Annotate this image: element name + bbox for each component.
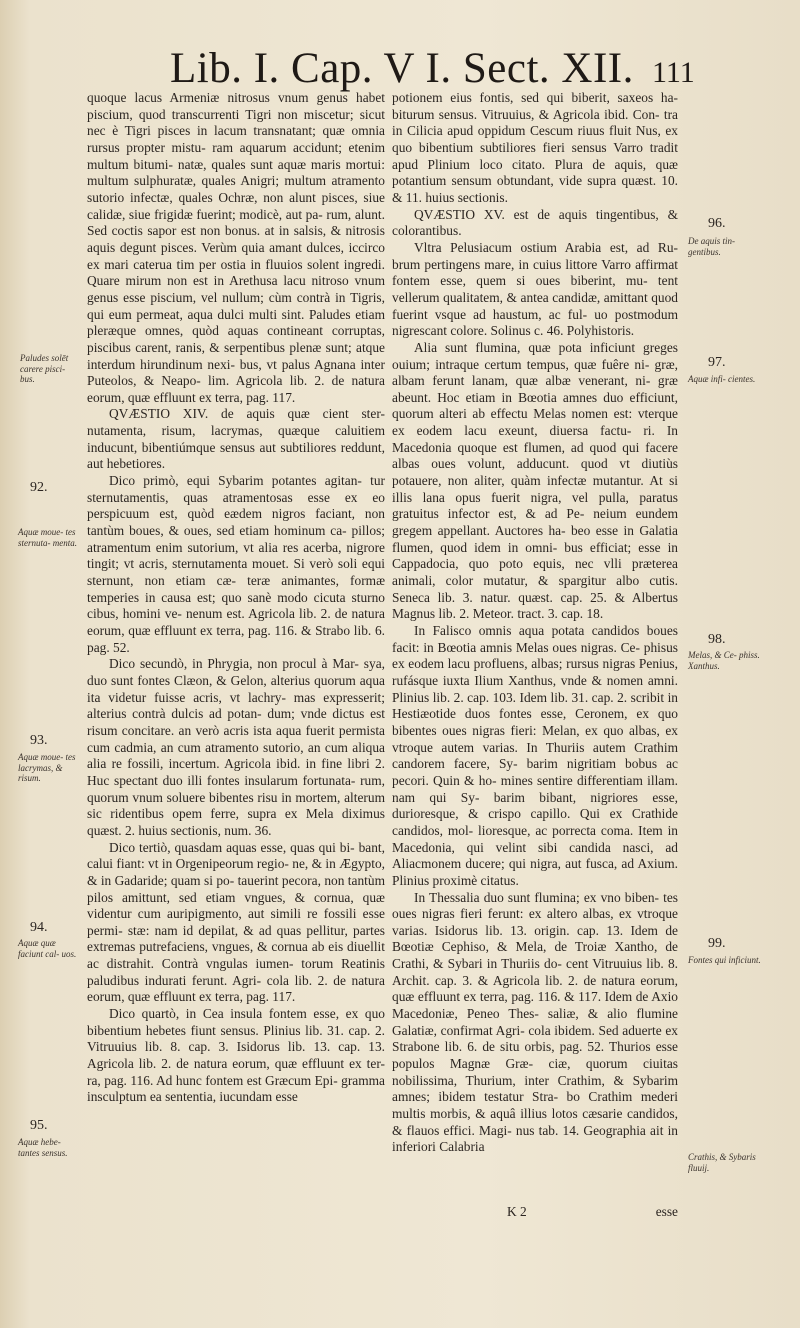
margin-note-98: Melas, & Ce- phiss. Xanthus. <box>688 650 760 671</box>
margin-note-96: De aquis tin- gentibus. <box>688 236 735 257</box>
margin-number-92: 92. <box>30 480 48 495</box>
margin-number-96: 96. <box>708 216 726 231</box>
margin-note-93: Aquæ moue- tes lacrymas, & risum. <box>18 752 76 783</box>
margin-number-98: 98. <box>708 632 726 647</box>
header-title: Lib. I. Cap. V I. Sect. XII. <box>170 45 634 92</box>
margin-note-92: Aquæ moue- tes sternuta- menta. <box>18 527 77 548</box>
right-text-column <box>392 90 678 1156</box>
left-paragraph: quoque lacus Armeniæ nitrosus vnum genus habet piscium, quod transcurrenti Tigri non miscetur; sicut nec è Tigri pisces in lacum transnatant; quæ omnia rursus propter mistu- ram aquarum accidunt; etenim multum bitumi- natæ, quales sunt aquæ maris mortui: multum sulphuratæ, quales Anigri; multum atramento sutorio infectæ, quales Ochræ, non alunt pisces, siue calidæ, siue frigidæ fuerint; modicè, aut pa- rum, alunt. Sed coctis sapor est non bonus. at in salsis, & nitrosis aquis degunt pisces. Verùm quia amant dulces, iccirco ex mari caterua tim per ostia in fluuios solent ingredi. Quare mirum non est in Arethusa lacu nitroso vnum genus esse piscium, vel nullum; cùm contrà in Tigris, qui eum permeat, aqua dulci multi sint. Paludes etiam pleræque omnes, quòd aquas contineant corruptas, piscibus carent, ranis, & serpentibus plenæ sunt; atque interdum hirundinum nexi- bus, vt palus Agnana inter Puteolos, & Neapo- lim. Agricola lib. 2. de natura eorum, quæ effluunt ex terra, pag. 117. <box>87 90 385 405</box>
left-paragraph: Dico primò, equi Sybarim potantes agitan- tur sternutamentis, quas atramentosas esse ex eo perspicuum est, quòd eædem nigros faciant, non tantùm boues, & oues, sed etiam hominum ca- pillos; atramentum enim sutorium, vt alia res acerba, nigrore tingit; vt acris, sternutamenta mouet. Si verò soli equi sternunt, non etiam cæ- teræ animantes, formæ temperies in causa est; quo sanè modo cicuta sturno cibus, homini ve- nenum est. Agricola lib. 2. de natura eorum, quæ effluunt ex terra, pag. 116. & Strabo lib. 6. pag. 52. <box>87 473 385 655</box>
margin-number-99: 99. <box>708 936 726 951</box>
margin-number-94: 94. <box>30 920 48 935</box>
margin-number-97: 97. <box>708 355 726 370</box>
left-paragraph: Dico secundò, in Phrygia, non procul à Mar- sya, duo sunt fontes Clæon, & Gelon, alterius quorum aqua ita videtur fuisse acris, vt lachry- mas expresserit; alterius contrà dulcis ad potan- dum; vnde dictus est risum concitare. an verò acris ista aqua fuerit permista cum cadmia, an cum atramento sutorio, an cum aliqua alia re fossili, incertum. Agricola ibid. in fine libri 2. Huc spectant duo illi fontes insularum fortunata- rum, quorum vnum soluere bibentes risu in mortem, alterum sic ridentibus opem ferre, supra ex Mela diximus quæst. 2. huius sectionis, num. 36. <box>87 656 385 838</box>
margin-number-93: 93. <box>30 733 48 748</box>
left-paragraph: QVÆSTIO XIV. de aquis quæ cient ster- nutamenta, risum, lacrymas, quæque caluitiem inducunt, bibentiúmque sensus aut subtiliores reddunt, aut hebetiores. <box>87 406 385 472</box>
right-paragraph: Vltra Pelusiacum ostium Arabia est, ad Ru- brum pertingens mare, in cuius littore Varro affirmat fontem esse, quem si oues biberint, mu- tent vellerum qualitatem, & antea candidæ, amittant quod fuerint vsque ad haustum, ac ful- uo postmodum nigrescant colore. Solinus c. 46. Polyhistoris. <box>392 239 678 339</box>
margin-note-95: Aquæ hebe- tantes sensus. <box>18 1137 68 1158</box>
right-paragraph: QVÆSTIO XV. est de aquis tingentibus, & colorantibus. <box>392 206 678 239</box>
right-paragraph: In Falisco omnis aqua potata candidos boues facit: in Bœotia amnis Melas oues nigras. Ce- phisus ex eodem lacu profluens, albas; rursus nigras Penius, rufásque iuxta Ilium Xanthus, vnde & nomen amni. Plinius lib. 2. cap. 103. Idem lib. 31. cap. 2. scribit in Hestiæotide duos fontes esse, Ceronem, ex quo bibentes oues nigras fieri: Melan, ex quo albas, ex vtroque autem varias. In Thuriis autem Crathim candorem facere, Sy- barim nigritiam bobus ac pecori. Quin & ho- mines sentire differentiam illam. nam qui Sy- barim bibant, nigriores esse, durioresque, & crispo capillo. Qui ex Crathide candidos, mol- lioresque, ac porrecta coma. Item in Macedonia, qui velint sibi candida nasci, ad Aliacmonem ducere; qui nigra, aut fusca, ad Axium. Plinius proximè citatus. <box>392 623 678 888</box>
left-paragraph: Dico tertiò, quasdam aquas esse, quas qui bi- bant, calui fiant: vt in Orgenipeorum regio- ne, & in Ægypto, & in Gadaride; quam si po- tauerint pecora, non tantùm pilos amittunt, sed etiam vngues, & cornua, quæ videntur cum auripigmento, aut simili re fossili esse permi- stæ: nam id depilat, & ad quas pellitur, partes extremas putrefaciens, vngues, & cornua ab eis diuellit ac distrahit. Contrà vngulas iumen- torum Reatinis paludibus indurati ferunt. Agri- cola lib. 2. de natura eorum, quæ effluunt ex terra, pag. 117. <box>87 839 385 1005</box>
margin-note-94: Aquæ quæ faciunt cal- uos. <box>18 938 77 959</box>
right-paragraph: Alia sunt flumina, quæ pota inficiunt greges ouium; intraque certum tempus, quæ fuêre ni- græ, albam ferunt lanam, quæ albæ venerant, ni- græ abeunt. Hoc etiam in Bœotia amnes duo efficiunt, quorum alteri ab effectu Melas nomen est: vterque ex eodem lacu exeunt, diuersa factu- ri. In Macedonia quoque est flumen, ad quod qui facere albas oues volunt, adducunt. quod vt diutiùs potauere, non aliter, quàm infectæ mutantur. At si illis lana opus fuerit nigra, vel pulla, paratus gratuitus infector est, & ad Pe- neium eundem gregem appellant. Auctores ha- beo esse in Galatia flumen, quod idem in omni- bus efficiat; esse in Cappadocia, quo poto equis, nec vlli præterea animali, color mutatur, & spargitur albo cutis. Seneca lib. 3. natur. quæst. cap. 25. & Albertus Magnus lib. 2. Meteor. tract. 3. cap. 18. <box>392 339 678 622</box>
right-paragraph: potionem eius fontis, sed qui biberit, saxeos ha- biturum sensus. Vitruuius, & Agricola ibid. Con- tra in Cilicia apud oppidum Cescum riuus fluit Nus, ex quo bibentium subtiliores fieri sensus Varro tradit apud Plinium loco citato. Plura de aquis, quæ potantium sensum obtundant, vide supra quæst. 10. & 11. huius sectionis. <box>392 90 678 205</box>
page-number: 111 <box>652 56 695 89</box>
margin-note-paludes: Paludes solēt carere pisci- bus. <box>20 353 69 384</box>
left-text-column <box>87 90 385 1106</box>
left-paragraph: Dico quartò, in Cea insula fontem esse, ex quo bibentium hebetes fiunt sensus. Plinius lib. 31. cap. 2. Vitruuius lib. 8. cap. 3. Isidorus lib. 13. cap. 13. Agricola lib. 2. de natura eorum, quæ effluunt ex ter- ra, pag. 116. Ad hunc fontem est Græcum Epi- gramma insculptum ea sententia, iucundam esse <box>87 1006 385 1105</box>
catchword: esse <box>655 1204 678 1219</box>
page-footer <box>392 1204 678 1222</box>
margin-note-crathis: Crathis, & Sybaris fluuij. <box>688 1152 756 1173</box>
margin-number-95: 95. <box>30 1118 48 1133</box>
margin-note-99: Fontes qui inficiunt. <box>688 955 761 965</box>
margin-note-97: Aquæ infi- cientes. <box>688 374 756 384</box>
signature-mark: K 2 <box>507 1204 527 1219</box>
right-paragraph: In Thessalia duo sunt flumina; ex vno biben- tes oues nigras fieri ferunt: ex altero albas, ex vtroque varias. Isidorus lib. 13. origin. cap. 13. Idem de Bœotiæ Cephiso, & Mela, de Troiæ Xantho, de Crathi, & Sybari in Thuriis do- cent Vitruuius lib. 8. Archit. cap. 3. & Agricola lib. 2. de natura eorum, quæ effluunt ex terra, pag. 116. & 117. Idem de Axio Macedoniæ, Peneo Thes- saliæ, & alio flumine Galatiæ, confirmat Agri- cola ibidem. Sed aduerte ex Strabone lib. 6. de situ orbis, pag. 52. Thurios esse populos Magnæ Græ- ciæ, quorum ciuitas nobilissima, Thurium, inter Crathim, & Sybarim amnes; ibidem testatur Stra- bo Crathim mederi multis morbis, & aquâ illius lotos cæsarie candidos, & flauos effici. Magi- nus tab. 14. Geographia ait in inferiori Calabria <box>392 889 678 1155</box>
